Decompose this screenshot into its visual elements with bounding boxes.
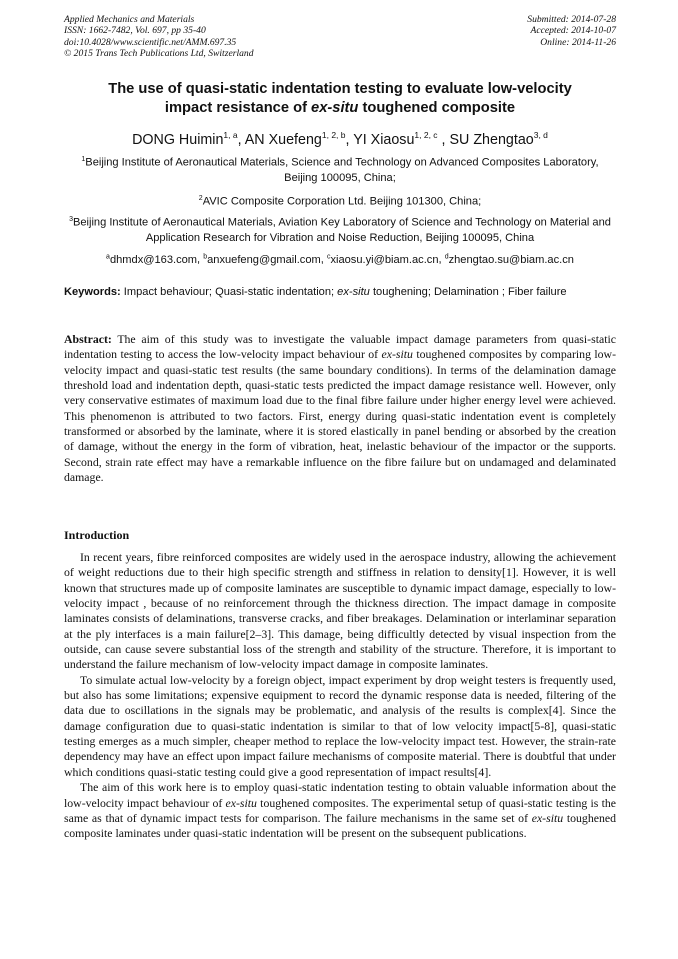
paper-title	[64, 80, 616, 118]
author-emails: $^a$dhmdx@163.com, $^b$anxuefeng@gmail.com, $^c$xiaosu.yi@biam.ac.cn, $^d$zhengtao.su@biam.ac.cn	[106, 253, 574, 266]
email[interactable]: $^c$xiaosu.yi@biam.ac.cn	[326, 253, 439, 266]
journal-name: Applied Mechanics and Materials	[64, 14, 195, 25]
author: AN Xuefeng$^{1, 2, b}$,	[244, 130, 354, 148]
online-date: Online: 2014-11-26	[540, 36, 616, 48]
email[interactable]: $^d$zhengtao.su@biam.ac.cn	[444, 253, 574, 266]
journal-header	[64, 14, 254, 59]
affiliation-2: $^2$AVIC Composite Corporation Ltd. Beijing 101300, China;	[198, 195, 482, 208]
author: DONG Huimin$^{1, a}$,	[132, 130, 245, 148]
keywords: Keywords: Impact behaviour; Quasi-static indentation; ex-situ toughening; Delamination ; Fiber failure	[64, 286, 567, 298]
abstract: Abstract: The aim of this study was to investigate the valuable impact damage parameters from quasi-static indentation testing to access the low-velocity impact behaviour of ex-situ toughened composites by comparing low-velocity impact and quasi-static test results (the same boundary conditions). In terms of the delamination damage threshold load and indentation depth, quasi-static tests predicted the impact damage resistance well. However, only very conservative estimates of maximum load due to the final fibre failure under higher energy level were achieved. This phenomenon is attributed to two factors. First, energy during quasi-static indentation event is completely transformed or absorbed by the laminate, where it is stored elastically in panel bending or absorbed by the creation of damage, without the energy in the form of vibration, heat, inelastic behaviour of the impactor or the supports. Second, strain rate effect may have a remarkable influence on the fibre failure but on undamaged and delaminated damage.	[64, 332, 616, 485]
email[interactable]: $^b$anxuefeng@gmail.com	[203, 253, 321, 266]
author-list	[64, 125, 616, 150]
journal-issn: ISSN: 1662-7482, Vol. 697, pp 35-40	[64, 25, 206, 37]
dates-header	[527, 14, 616, 48]
email[interactable]: $^a$dhmdx@163.com	[106, 253, 198, 266]
abstract-label: Abstract:	[64, 332, 112, 346]
title-line-2: impact resistance of ex-situ toughened composite	[164, 100, 516, 116]
section-heading-introduction: Introduction	[64, 528, 130, 542]
paragraph: To simulate actual low-velocity by a foreign object, impact experiment by drop weight testers is frequently used, but also has some limitations; expensive equipment to record the dynamic response data is needed, filtering of the data due to oscillations in the signals may be problematic, and analysis of the results is complex[4]. Since the damage configuration due to quasi-static indentation is similar to that of low velocity impact[5-8], quasi-static testing emerges as a much simpler, cheaper method to replace the low-velocity impact test. However, the strain-rate dependency may have an effect upon impact failure mechanisms of composite material. There is doubtful that under which conditions quasi-static testing could give a good representation of impact results[4].	[64, 672, 616, 779]
keywords-label: Keywords:	[64, 286, 121, 298]
paragraph: The aim of this work here is to employ quasi-static indentation testing to obtain valuable information about the low-velocity impact behaviour of ex-situ toughened composites. The experimental setup of quasi-static testing is the same as that of dynamic impact tests for comparison. The failure mechanisms in the same set of ex-situ toughened composite laminates under quasi-static indentation will be present on the subsequent publications.	[64, 780, 616, 841]
title-line-1: The use of quasi-static indentation testing to evaluate low-velocity	[108, 81, 572, 97]
accepted-date: Accepted: 2014-10-07	[530, 25, 616, 37]
introduction-body	[64, 550, 616, 842]
submitted-date: Submitted: 2014-07-28	[527, 14, 616, 25]
affiliation-3: $^3$Beijing Institute of Aeronautical Materials, Aviation Key Laboratory of Science and Technology on Material and Application Research for Vibration and Noise Reduction, Beijing 100095, China	[69, 216, 611, 244]
journal-copyright: © 2015 Trans Tech Publications Ltd, Switzerland	[64, 47, 254, 59]
journal-doi[interactable]: doi:10.4028/www.scientific.net/AMM.697.35	[64, 36, 237, 48]
affiliation-1: $^1$Beijing Institute of Aeronautical Materials, Science and Technology on Advanced Composites Laboratory, Beijing 100095, China;	[81, 156, 599, 184]
author: SU Zhengtao$^{3, d}$	[449, 130, 548, 148]
paragraph: In recent years, fibre reinforced composites are widely used in the aerospace industry, allowing the achievement of weight reductions due to their high specific strength and stiffness in relation to density[1]. However, it is well known that structures made up of composite laminates are susceptible to dynamic impact damage, especially to low-velocity impact , because of no reinforcement through the thickness direction. The impact damage in composite laminates consists of delaminations, transverse cracks, and fiber breakages. Delamination or interlaminar separation at the ply interfaces is a main failure[2–3]. This damage, being difficultly detected by visual inspection from the outside, can cause severe substantial loss of the strength and stability of the structure. Therefore, it is important to understand the failure mechanism of low-velocity impact damage in composite laminates.	[64, 550, 616, 672]
author: YI Xiaosu$^{1, 2, c}$ ,	[353, 130, 450, 148]
